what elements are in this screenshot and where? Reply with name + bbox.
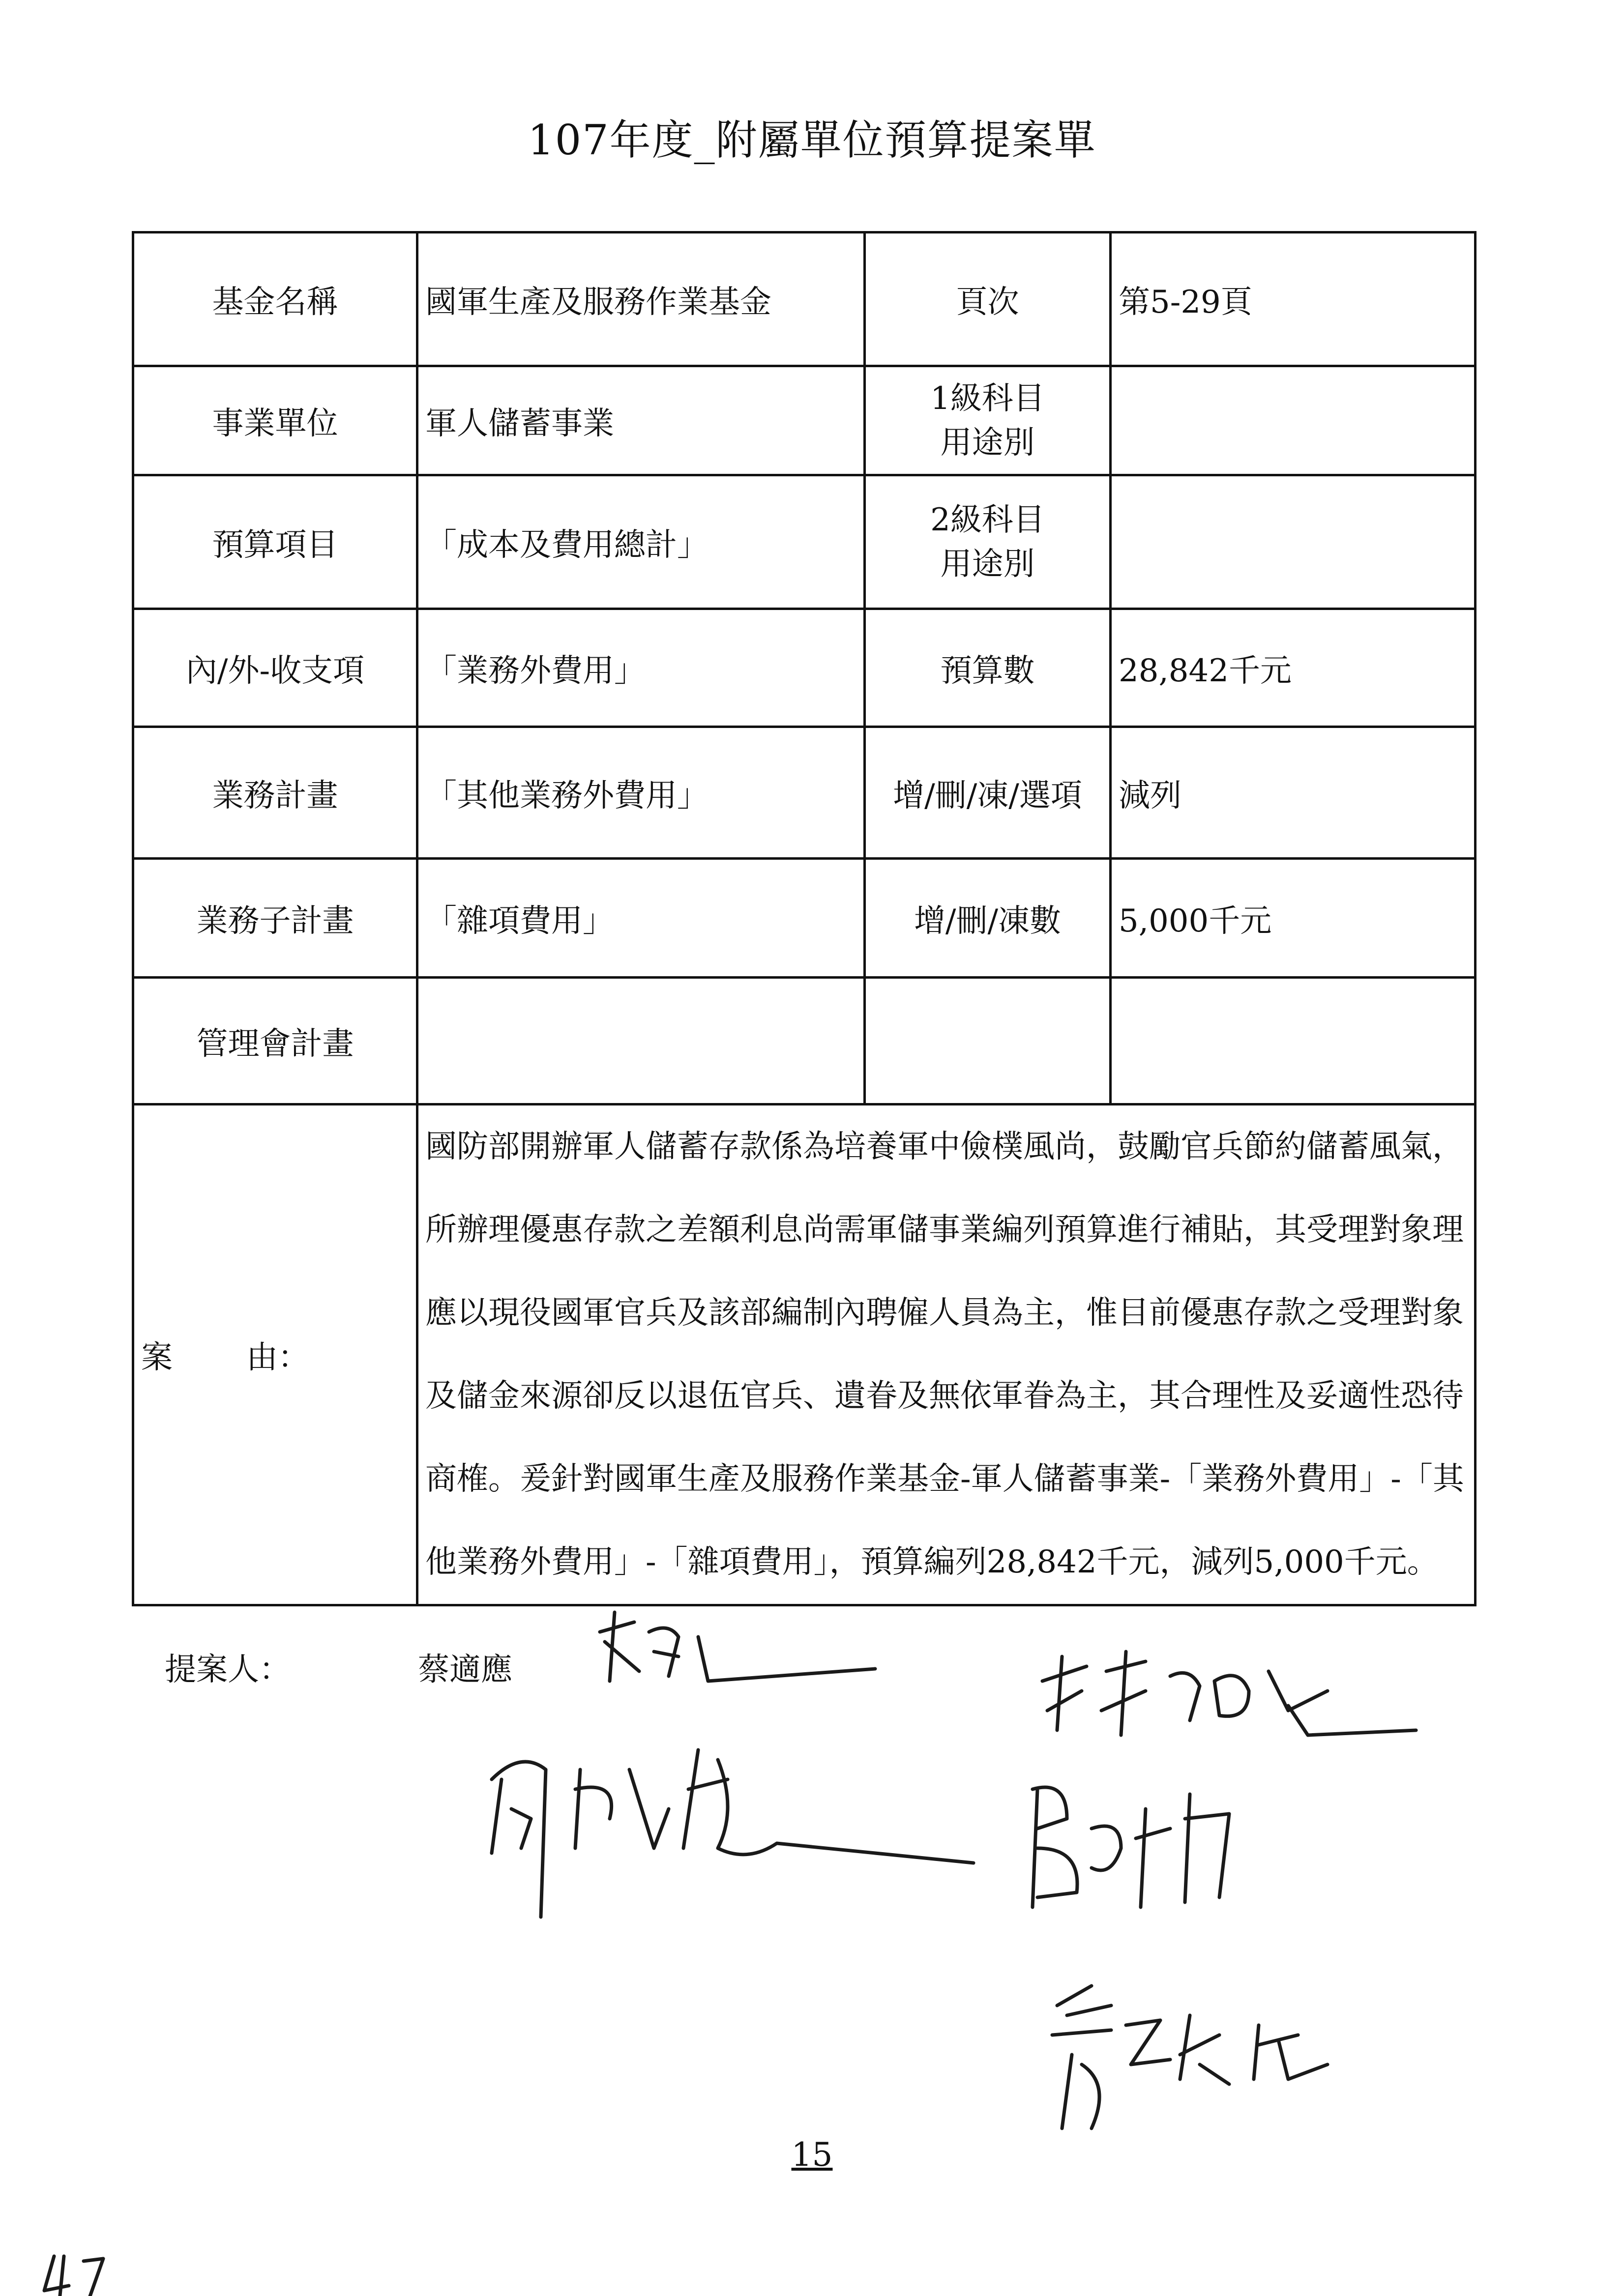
row-label: 業務子計畫: [133, 859, 417, 978]
row-label-secondary-line1: 頁次: [956, 284, 1019, 320]
row-value-secondary: 減列: [1111, 727, 1476, 859]
row-label: 事業單位: [133, 366, 417, 475]
row-label-secondary-line1: 增/刪/凍/選項: [893, 777, 1082, 814]
row-label-secondary-line2: 用途別: [940, 546, 1035, 582]
row-label-secondary-line2: 用途別: [940, 424, 1035, 461]
row-value: 「其他業務外費用」: [417, 727, 865, 859]
row-label-secondary-line1: 預算數: [940, 652, 1035, 689]
reason-text: 國防部開辦軍人儲蓄存款係為培養軍中儉樸風尚，鼓勵官兵節約儲蓄風氣，所辦理優惠存款之差額利息尚需軍儲事業編列預算進行補貼，其受理對象理應以現役國軍官兵及該部編制內聘僱人員為主，惟目前優惠存款之受理對象及儲金來源卻反以退伍官兵、遺眷及無依軍眷為主，其合理性及妥適性恐待商榷。爰針對國軍生產及服務作業基金-軍人儲蓄事業-「業務外費用」-「其他業務外費用」-「雜項費用」，預算編列28,842千元，減列5,000千元。: [417, 1104, 1476, 1605]
row-label: 管理會計畫: [133, 978, 417, 1104]
row-value: 「雜項費用」: [417, 859, 865, 978]
row-label-secondary-line1: 增/刪/凍數: [914, 902, 1062, 939]
row-value: 「業務外費用」: [417, 609, 865, 727]
signature-4: [1033, 1787, 1229, 1907]
row-label-secondary-line1: 1級科目: [930, 380, 1045, 417]
signature-3: [492, 1750, 974, 1917]
form-title: 107年度_附屬單位預算提案單: [528, 116, 1096, 164]
row-value-secondary: 28,842千元: [1111, 609, 1476, 727]
row-label: 內/外-收支項: [133, 609, 417, 727]
row-value: 國軍生產及服務作業基金: [417, 233, 865, 366]
row-label-secondary-line1: 2級科目: [930, 501, 1045, 538]
row-value: 「成本及費用總計」: [417, 475, 865, 609]
signature-2: [1042, 1652, 1416, 1735]
row-label: 預算項目: [133, 475, 417, 609]
proposer-label: 提案人：: [165, 1652, 291, 1688]
row-value: 軍人儲蓄事業: [417, 366, 865, 475]
margin-annotation: [44, 2256, 103, 2296]
page-number: 15: [791, 2136, 833, 2174]
proposer-name: 蔡適應: [418, 1652, 512, 1688]
reason-label-a: 案: [141, 1339, 173, 1376]
row-label: 基金名稱: [133, 233, 417, 366]
row-label: 業務計畫: [133, 727, 417, 859]
reason-label-b: 由：: [246, 1339, 309, 1376]
row-value-secondary: 5,000千元: [1111, 859, 1476, 978]
signature-5: [1052, 1986, 1328, 2128]
signature-1: [600, 1612, 875, 1681]
row-value-secondary: 第5-29頁: [1111, 233, 1476, 366]
